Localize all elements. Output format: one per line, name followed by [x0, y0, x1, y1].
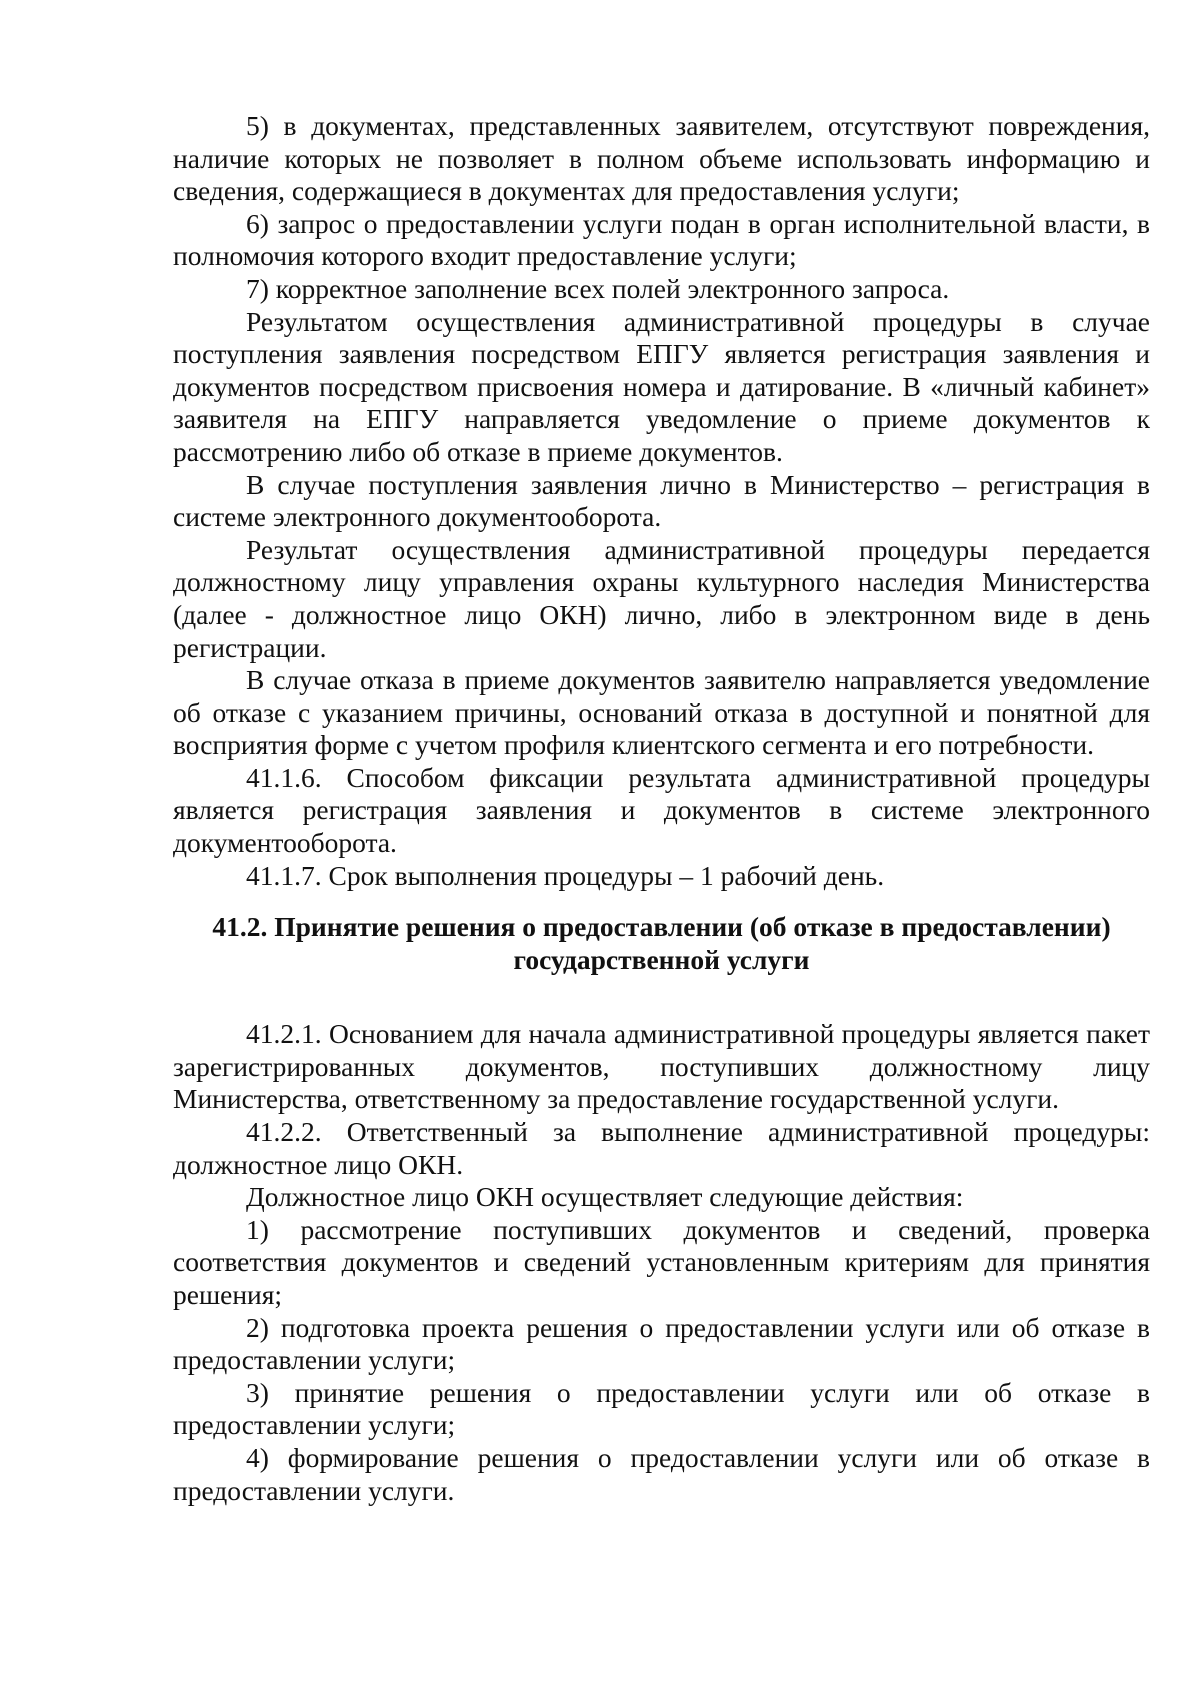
paragraph-action-3: 3) принятие решения о предоставлении услуги или об отказе в предоставлении услуги; — [173, 1376, 1150, 1441]
section-heading-line-2: государственной услуги — [513, 944, 810, 976]
section-heading-line-1: 41.2. Принятие решения о предоставлении (об отказе в предоставлении) — [212, 911, 1111, 943]
paragraph-41-2-2: 41.2.2. Ответственный за выполнение административной процедуры: должностное лицо ОКН. — [173, 1116, 1150, 1180]
paragraph-action-1: 1) рассмотрение поступивших документов и сведений, проверка соответствия документов и сведений установленным критериям для принятия решения; — [173, 1213, 1150, 1310]
paragraph-41-2-1: 41.2.1. Основанием для начала административной процедуры является пакет зарегистрированных документов, поступивших должностному лицу Министерства, ответственному за предоставление государственной услуги. — [173, 1018, 1150, 1115]
paragraph-41-1-6: 41.1.6. Способом фиксации результата административной процедуры является регистрация заявления и документов в системе электронного документооборота. — [173, 761, 1150, 859]
paragraph-refusal-notice: В случае отказа в приеме документов заявителю направляется уведомление об отказе с указанием причины, оснований отказа в доступной и понятной для восприятия форме с учетом профиля клиентского сегмента и его потребности. — [173, 664, 1150, 761]
paragraph-41-1-7: 41.1.7. Срок выполнения процедуры – 1 рабочий день. — [246, 859, 885, 891]
paragraph-result-epgu: Результатом осуществления административной процедуры в случае поступления заявления посредством ЕПГУ является регистрация заявления и документов посредством присвоения номера и датирование. В «личный кабинет» заявителя на ЕПГУ направляется уведомление о приеме документов к рассмотрению либо об отказе в приеме документов. — [173, 305, 1150, 467]
paragraph-item-5: 5) в документах, представленных заявителем, отсутствуют повреждения, наличие которых не позволяет в полном объеме использовать информацию и сведения, содержащиеся в документах для предоставления услуги; — [173, 110, 1150, 207]
paragraph-result-transfer: Результат осуществления административной процедуры передается должностному лицу управления охраны культурного наследия Министерства (далее - должностное лицо ОКН) лично, либо в электронном виде в день регистрации. — [173, 533, 1150, 663]
paragraph-okn-actions: Должностное лицо ОКН осуществляет следующие действия: — [246, 1181, 964, 1213]
paragraph-action-2: 2) подготовка проекта решения о предоставлении услуги или об отказе в предоставлении услуги; — [173, 1311, 1150, 1376]
section-heading-41-2 — [173, 910, 1150, 976]
document-body — [173, 110, 1150, 1507]
paragraph-item-7: 7) корректное заполнение всех полей электронного запроса. — [246, 272, 950, 304]
paragraph-action-4: 4) формирование решения о предоставлении услуги или об отказе в предоставлении услуги. — [173, 1441, 1150, 1506]
paragraph-item-6: 6) запрос о предоставлении услуги подан в орган исполнительной власти, в полномочия которого входит предоставление услуги; — [173, 207, 1150, 272]
paragraph-personal-submission: В случае поступления заявления лично в Министерство – регистрация в системе электронного документооборота. — [173, 468, 1150, 533]
